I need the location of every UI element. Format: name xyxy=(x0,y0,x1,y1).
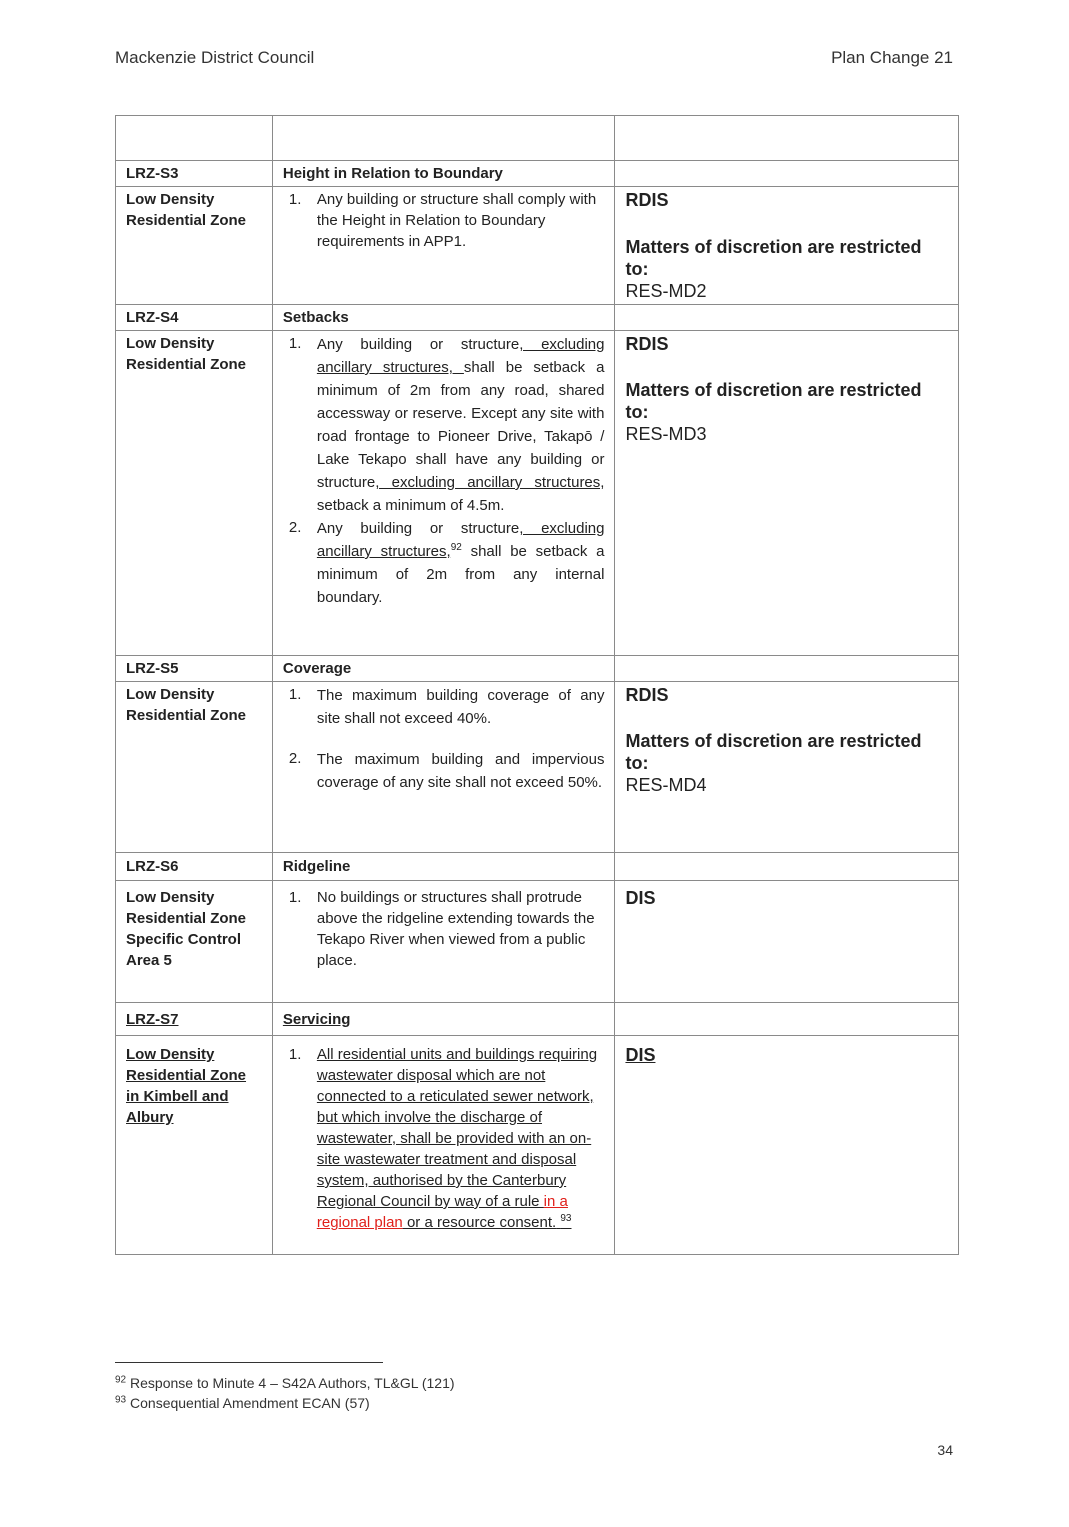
activity-status xyxy=(615,881,959,1003)
zone-line: Area 5 xyxy=(126,952,172,969)
table-row xyxy=(116,187,959,305)
matters-label: Matters of discretion are restricted to: xyxy=(625,380,922,422)
zone-cell xyxy=(116,682,273,853)
status-label: RDIS xyxy=(625,334,669,354)
activity-status xyxy=(615,682,959,853)
table-row xyxy=(116,161,959,187)
zone-cell xyxy=(116,187,273,305)
page-number: 34 xyxy=(937,1442,953,1458)
table-row xyxy=(116,1036,959,1255)
table-row xyxy=(116,881,959,1003)
rule-text: 1. Any building or structure, excluding ancillary structures, shall be setback a minimum of 2m from any road, shared accessway or reserve. Except any site with road frontage to Pioneer Drive, Takapō / Lake Tekapo shall have any building or structure, excluding ancillary structures, setback a minimum of 4.5m. 2. Any building or structure, excluding ancillary structures,$^{92}$ shall be setback a minimum of 2m from any internal boundary. xyxy=(272,331,615,656)
list-item: Any building or structure shall comply with the Height in Relation to Boundary requirements in APP1. xyxy=(316,191,597,250)
rule-code: LRZ-S5 xyxy=(116,656,273,682)
zone-line: Residential Zone xyxy=(126,212,247,229)
rule-text: 1. The maximum building coverage of any site shall not exceed 40%. 2. The maximum building and impervious coverage of any site shall not exceed 50%. xyxy=(272,682,615,853)
footnote: $^{92}$ Response to Minute 4 – S42A Authors, TL&GL (121) xyxy=(115,1374,455,1391)
zone-line: Low Density xyxy=(126,889,215,906)
header-plan-change: Plan Change 21 xyxy=(831,48,953,67)
zone-line: Specific Control xyxy=(126,931,242,948)
zone-line: Residential Zone xyxy=(126,1067,247,1084)
table-row xyxy=(116,1003,959,1036)
zone-cell xyxy=(116,331,273,656)
rule-text: 1. All residential units and buildings requiring wastewater disposal which are not connected to a reticulated sewer network, but which involve the discharge of wastewater, shall be provided with an on-site wastewater treatment and disposal system, authorised by the Canterbury Regional Council by way of a rule in a regional plan or a resource consent. $^{93}$ xyxy=(272,1036,615,1255)
list-item: All residential units and buildings requiring wastewater disposal which are not connected to a reticulated sewer network, but which involve the discharge of wastewater, shall be provided with an on-site wastewater treatment and disposal system, authorised by the Canterbury Regional Council by way of a rule in a regional plan or a resource consent. $^{93}$ xyxy=(316,1046,598,1231)
matters-label: Matters of discretion are restricted to: xyxy=(625,731,922,773)
status-label: RDIS xyxy=(625,190,669,210)
status-label: DIS xyxy=(625,888,656,908)
status-label: DIS xyxy=(625,1045,656,1065)
list-item: Any building or structure, excluding ancillary structures,$^{92}$ shall be setback a minimum of 2m from any internal boundary. xyxy=(316,520,605,606)
footnote-ref: 93 xyxy=(560,1213,572,1224)
header-council: Mackenzie District Council xyxy=(115,48,315,67)
footnote-divider xyxy=(115,1362,383,1363)
footnote-ref: 92 xyxy=(450,542,462,553)
matters-ref: RES-MD3 xyxy=(625,424,707,444)
rule-title: Setbacks xyxy=(272,305,615,331)
zone-cell xyxy=(116,881,273,1003)
zone-line: Low Density xyxy=(126,191,215,208)
rule-code: LRZ-S3 xyxy=(116,161,273,187)
blank-row xyxy=(116,116,959,161)
zone-line: Albury xyxy=(126,1109,174,1126)
rule-title: Height in Relation to Boundary xyxy=(272,161,615,187)
activity-status xyxy=(615,187,959,305)
rule-text: 1. Any building or structure shall comply with the Height in Relation to Boundary requirements in APP1. xyxy=(272,187,615,305)
zone-cell xyxy=(116,1036,273,1255)
zone-line: Residential Zone xyxy=(126,910,247,927)
list-item: No buildings or structures shall protrude above the ridgeline extending towards the Tekapo River when viewed from a public place. xyxy=(316,889,595,969)
rule-title: Servicing xyxy=(272,1003,615,1036)
table-row xyxy=(116,305,959,331)
standards-table xyxy=(115,115,959,1255)
footnote: $^{93}$ Consequential Amendment ECAN (57) xyxy=(115,1394,370,1411)
zone-line: Low Density xyxy=(126,686,215,703)
activity-status xyxy=(615,1036,959,1255)
rule-code: LRZ-S7 xyxy=(116,1003,273,1036)
zone-line: Low Density xyxy=(126,1046,215,1063)
zone-line: Low Density xyxy=(126,335,215,352)
table-row xyxy=(116,682,959,853)
zone-line: Residential Zone xyxy=(126,356,247,373)
activity-status xyxy=(615,331,959,656)
rule-code: LRZ-S6 xyxy=(116,853,273,881)
status-label: RDIS xyxy=(625,685,669,705)
matters-label: Matters of discretion are restricted to: xyxy=(625,237,922,279)
rule-code: LRZ-S4 xyxy=(116,305,273,331)
rule-title: Coverage xyxy=(272,656,615,682)
table-row xyxy=(116,656,959,682)
rule-text: 1. No buildings or structures shall protrude above the ridgeline extending towards the Tekapo River when viewed from a public place. xyxy=(272,881,615,1003)
table-row xyxy=(116,331,959,656)
list-item: The maximum building coverage of any site shall not exceed 40%. xyxy=(316,687,605,727)
zone-line: Residential Zone xyxy=(126,707,247,724)
zone-line: in Kimbell and xyxy=(126,1088,229,1105)
list-item: The maximum building and impervious coverage of any site shall not exceed 50%. xyxy=(316,751,605,791)
rule-title: Ridgeline xyxy=(272,853,615,881)
table-row xyxy=(116,853,959,881)
matters-ref: RES-MD2 xyxy=(625,281,707,301)
list-item: Any building or structure, excluding ancillary structures, shall be setback a minimum of 2m from any road, shared accessway or reserve. Except any site with road frontage to Pioneer Drive, Takapō / Lake Tekapo shall have any building or structure, excluding ancillary structures, setback a minimum of 4.5m. xyxy=(316,336,605,514)
matters-ref: RES-MD4 xyxy=(625,775,707,795)
